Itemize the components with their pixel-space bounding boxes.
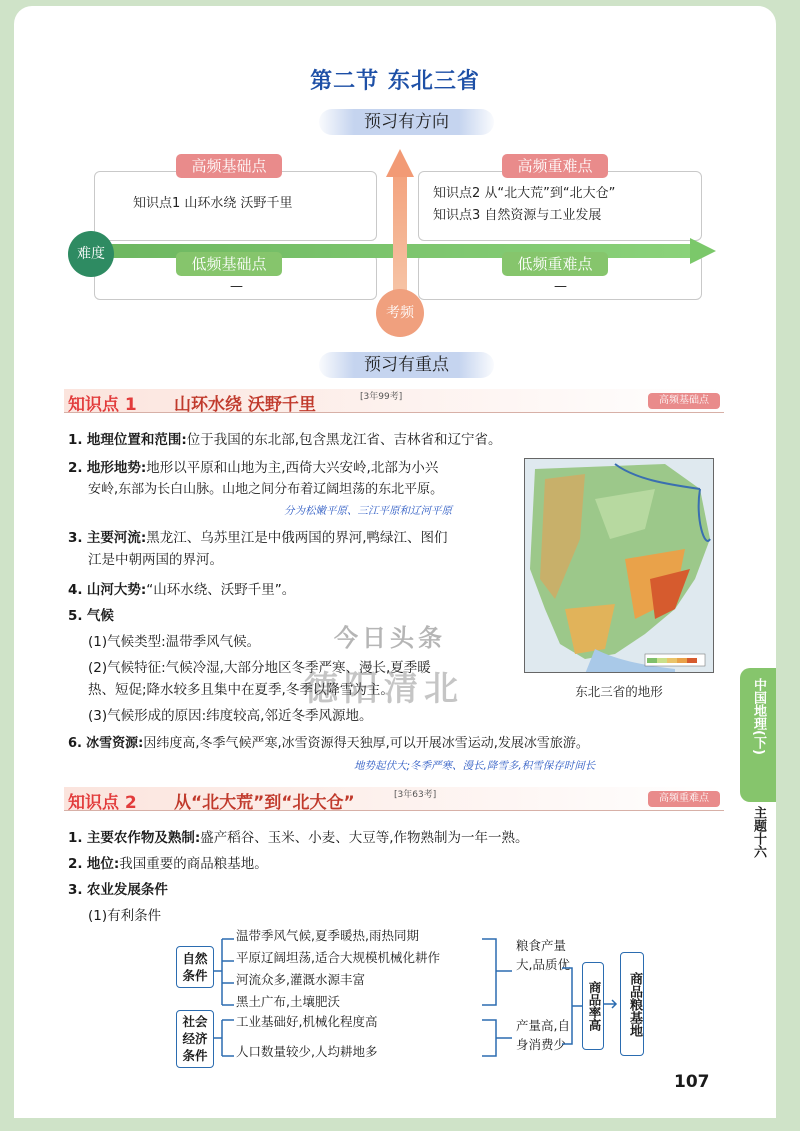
nature-item-4: 黑土广布,土壤肥沃 bbox=[236, 994, 340, 1009]
tag-low-freq-difficult: 低频重难点 bbox=[502, 252, 608, 276]
kp1-line-3 bbox=[68, 528, 448, 548]
kp1-label: 知识点 1 bbox=[68, 395, 137, 415]
kp2-l1-head: 主要农作物及熟制: bbox=[86, 830, 201, 846]
result-merge-bracket-icon bbox=[562, 964, 582, 1048]
kp1-header bbox=[64, 389, 724, 413]
kp1-title: 山环水绕 沃野千里 bbox=[174, 395, 316, 415]
kp1-l6-note: 地势起伏大;冬季严寒、漫长,降雪多,积雪保存时间长 bbox=[354, 760, 596, 772]
kp1-line-2b: 安岭,东部为长白山脉。山地之间分布着辽阔坦荡的东北平原。 bbox=[88, 482, 444, 497]
kp2-l3-head: 农业发展条件 bbox=[86, 882, 168, 898]
page-title: 第二节 东北三省 bbox=[310, 69, 480, 94]
social-merge-bracket-icon bbox=[482, 1014, 514, 1064]
tag-low-freq-basic: 低频基础点 bbox=[176, 252, 282, 276]
quad-top-right-line1: 知识点2 从“北大荒”到“北大仓” bbox=[433, 186, 616, 201]
kp1-l3-text: 黑龙江、乌苏里江是中俄两国的界河,鸭绿江、图们 bbox=[146, 530, 448, 546]
terrain-map bbox=[524, 458, 714, 673]
page-number: 107 bbox=[674, 1072, 710, 1092]
quad-bottom-right-text: — bbox=[554, 279, 567, 294]
kp1-line-5a: (1)气候类型:温带季风气候。 bbox=[88, 634, 261, 650]
nature-item-3: 河流众多,灌溉水源丰富 bbox=[236, 972, 365, 987]
result-grain: 粮食产量大,品质优 bbox=[516, 938, 570, 972]
watermark-line-1: 今日头条 bbox=[334, 624, 446, 652]
nature-item-1: 温带季风气候,夏季暖热,雨热同期 bbox=[236, 928, 419, 943]
kp1-l2-note: 分为松嫩平原、三江平原和辽河平原 bbox=[284, 505, 452, 517]
quad-top-right-box bbox=[418, 171, 702, 241]
kp2-l1-num: 1. bbox=[68, 830, 83, 846]
side-tab-text: 中国地理(下) bbox=[751, 678, 766, 755]
map-caption: 东北三省的地形 bbox=[575, 684, 663, 699]
watermark-line-2: 德阳清北 bbox=[304, 669, 464, 709]
kp1-exam-count: [3年99考] bbox=[360, 392, 403, 402]
kp1-line-5c: (3)气候形成的原因:纬度较高,邻近冬季风源地。 bbox=[88, 708, 373, 724]
kp1-tag: 高频基础点 bbox=[648, 393, 720, 409]
nature-bracket-icon bbox=[214, 931, 236, 1013]
kp1-l4-text: “山环水绕、沃野千里”。 bbox=[146, 582, 296, 598]
kp1-line-3b: 江是中朝两国的界河。 bbox=[88, 552, 223, 568]
kp1-l6-num: 6. bbox=[68, 736, 82, 751]
tag-high-freq-basic: 高频基础点 bbox=[176, 154, 282, 178]
kp1-l2-head: 地形地势: bbox=[86, 460, 147, 476]
nature-condition-box: 自然条件 bbox=[176, 946, 214, 988]
kp2-line-3 bbox=[68, 880, 168, 900]
difficulty-axis-arrow-icon bbox=[690, 238, 716, 264]
kp1-l3-head: 主要河流: bbox=[86, 530, 147, 546]
kp2-line-2 bbox=[68, 854, 268, 874]
grain-base-box: 商品粮基地 bbox=[620, 952, 644, 1056]
quad-top-left-text: 知识点1 山环水绕 沃野千里 bbox=[133, 196, 293, 211]
banner-preview: 预习有方向 bbox=[319, 109, 494, 135]
kp1-l5-num: 5. bbox=[68, 608, 83, 624]
kp2-l1-text: 盛产稻谷、玉米、小麦、大豆等,作物熟制为一年一熟。 bbox=[200, 830, 529, 846]
kp2-l2-head: 地位: bbox=[86, 856, 120, 872]
social-item-2: 人口数量较少,人均耕地多 bbox=[236, 1044, 378, 1059]
side-theme-text: 主题十六 bbox=[751, 806, 766, 858]
kp2-l2-num: 2. bbox=[68, 856, 83, 872]
kp1-l1-num: 1. bbox=[68, 432, 83, 448]
kp1-l4-head: 山河大势: bbox=[86, 582, 147, 598]
nature-item-2: 平原辽阔坦荡,适合大规模机械化耕作 bbox=[236, 950, 440, 965]
kp1-line-6 bbox=[68, 734, 589, 754]
kp1-line-2 bbox=[68, 458, 438, 478]
tag-high-freq-difficult: 高频重难点 bbox=[502, 154, 608, 178]
kp2-l2-text: 我国重要的商品粮基地。 bbox=[119, 856, 268, 872]
kp1-l2-text: 地形以平原和山地为主,西倚大兴安岭,北部为小兴 bbox=[146, 460, 439, 476]
kp2-line-3a: (1)有利条件 bbox=[88, 908, 162, 924]
social-condition-box: 社会经济条件 bbox=[176, 1010, 214, 1068]
kp1-l1-head: 地理位置和范围: bbox=[86, 432, 187, 448]
kp2-label: 知识点 2 bbox=[68, 793, 137, 813]
frequency-axis-bar bbox=[393, 174, 407, 294]
page bbox=[14, 6, 776, 1118]
social-bracket-icon bbox=[214, 1016, 236, 1062]
kp2-title: 从“北大荒”到“北大仓” bbox=[174, 793, 355, 813]
arrow-right-icon bbox=[604, 996, 620, 1012]
quad-top-left-box bbox=[94, 171, 377, 241]
kp1-l2-num: 2. bbox=[68, 460, 83, 476]
kp1-l3-num: 3. bbox=[68, 530, 83, 546]
nature-merge-bracket-icon bbox=[482, 931, 514, 1013]
frequency-circle: 考频 bbox=[376, 289, 424, 337]
kp1-line-4 bbox=[68, 580, 295, 600]
kp1-l5-head: 气候 bbox=[86, 608, 114, 624]
result-yield: 产量高,自身消费少 bbox=[516, 1018, 570, 1052]
side-tab bbox=[740, 668, 776, 802]
kp1-line-5 bbox=[68, 606, 114, 626]
difficulty-circle: 难度 bbox=[68, 231, 114, 277]
kp1-line-1 bbox=[68, 430, 502, 450]
commodity-rate-box: 商品率高 bbox=[582, 962, 604, 1050]
quad-bottom-left-text: — bbox=[230, 279, 243, 294]
kp1-line-5b: (2)气候特征:气候冷湿,大部分地区冬季严寒、漫长,夏季暖 bbox=[88, 660, 431, 676]
kp1-l6-head: 冰雪资源: bbox=[86, 736, 144, 751]
kp1-l1-text: 位于我国的东北部,包含黑龙江省、吉林省和辽宁省。 bbox=[186, 432, 502, 448]
kp2-tag: 高频重难点 bbox=[648, 791, 720, 807]
kp2-l3-num: 3. bbox=[68, 882, 83, 898]
kp1-line-5b2: 热、短促;降水较多且集中在夏季,冬季以降雪为主。 bbox=[88, 682, 394, 698]
kp2-header bbox=[64, 787, 724, 811]
banner-key-points: 预习有重点 bbox=[319, 352, 494, 378]
social-item-1: 工业基础好,机械化程度高 bbox=[236, 1014, 378, 1029]
terrain-map-image bbox=[525, 459, 714, 673]
kp1-l4-num: 4. bbox=[68, 582, 83, 598]
quad-top-right-line2: 知识点3 自然资源与工业发展 bbox=[433, 208, 602, 223]
kp1-l6-text: 因纬度高,冬季气候严寒,冰雪资源得天独厚,可以开展冰雪运动,发展冰雪旅游。 bbox=[143, 736, 589, 751]
kp2-line-1 bbox=[68, 828, 529, 848]
frequency-axis-arrow-icon bbox=[386, 149, 414, 177]
kp2-exam-count: [3年63考] bbox=[394, 790, 437, 800]
